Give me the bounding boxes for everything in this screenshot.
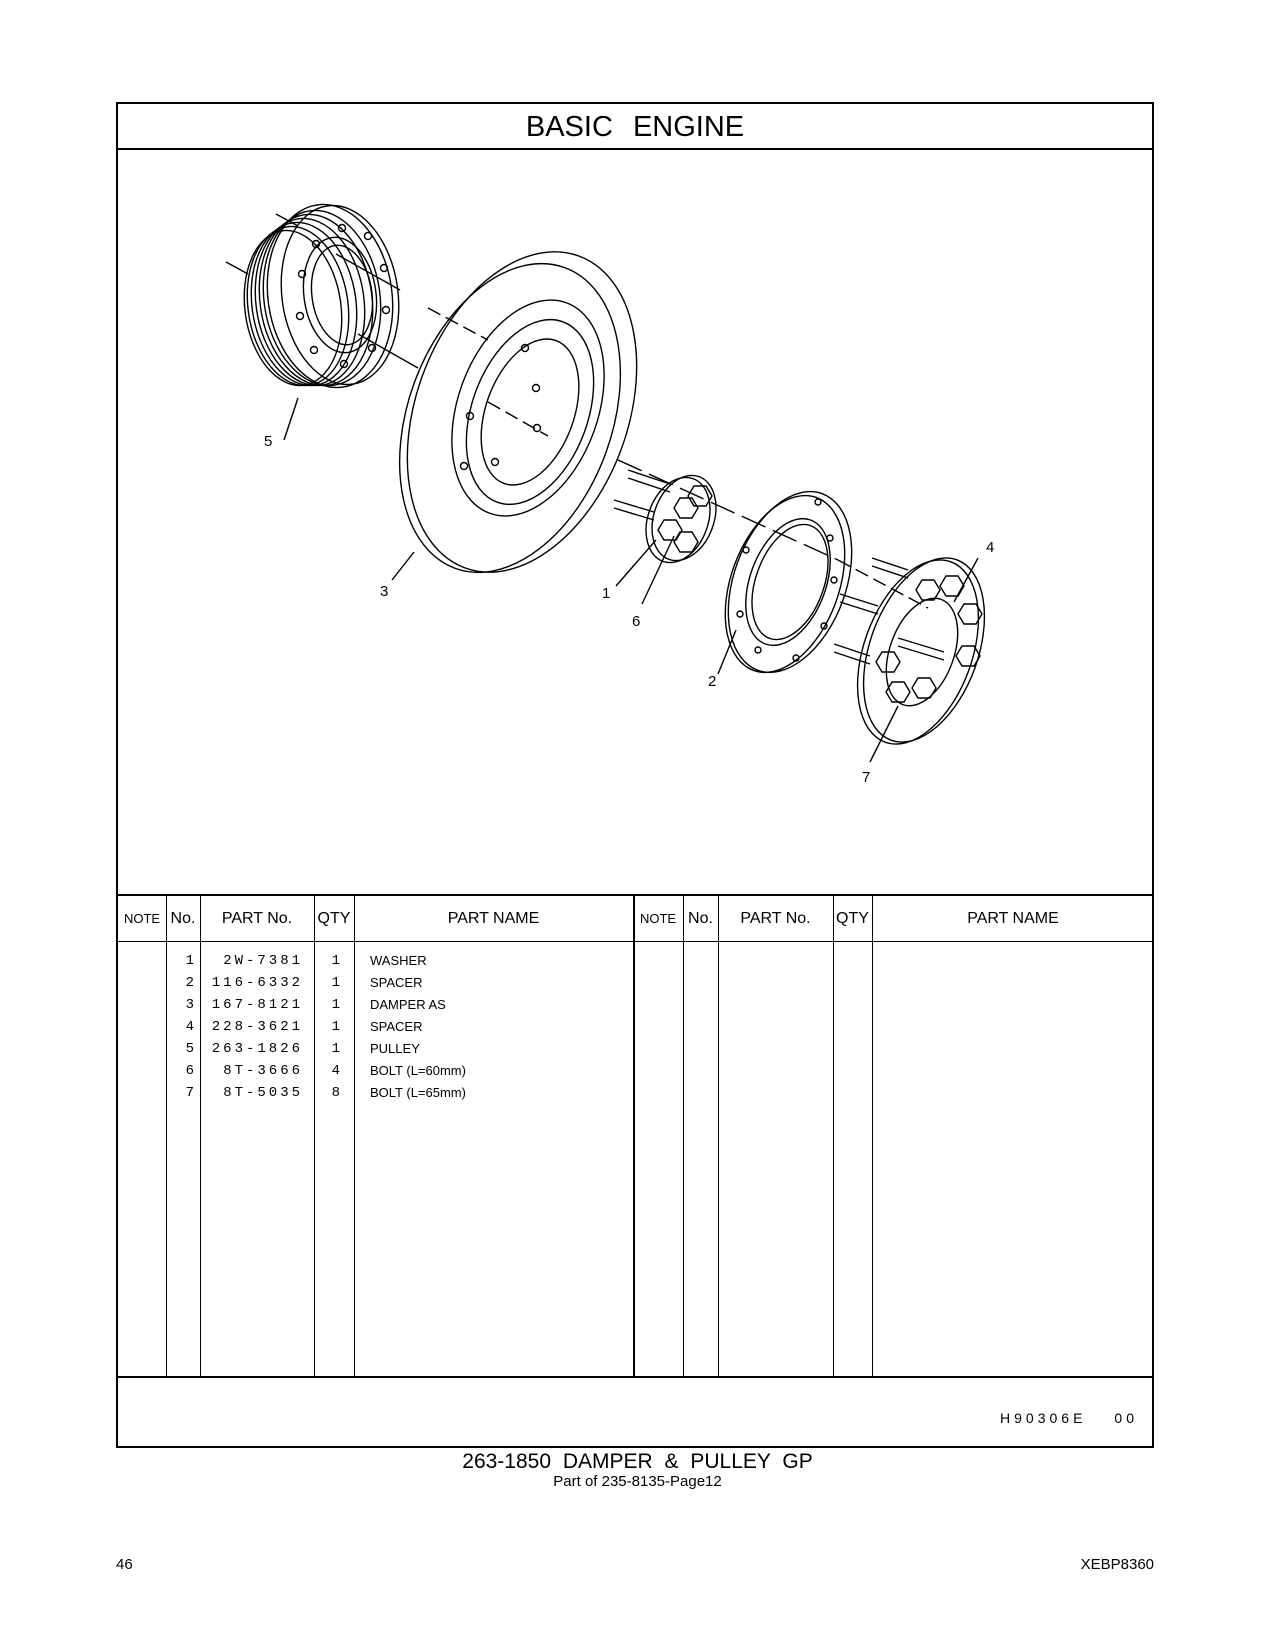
- table-row: [118, 1016, 1152, 1038]
- drawing-ref-code: H90306E: [1000, 1410, 1087, 1426]
- quantity: 1: [331, 953, 340, 969]
- part-name: WASHER: [370, 953, 427, 968]
- group-caption: [0, 1450, 1275, 1490]
- part-number: 228-3621: [211, 1019, 303, 1035]
- table-row: [118, 1060, 1152, 1082]
- header-no: No.: [170, 910, 196, 927]
- washer-part: [614, 466, 727, 571]
- header-part-no: PART No.: [740, 910, 811, 927]
- callout-3: 3: [380, 583, 389, 600]
- spacer-rear-part: [834, 541, 1008, 760]
- parts-table: [118, 894, 1152, 1378]
- part-number: 263-1826: [211, 1041, 303, 1057]
- quantity: 8: [331, 1085, 340, 1101]
- page-number: 46: [116, 1556, 133, 1573]
- drawing-reference: [1000, 1410, 1138, 1426]
- callout-2: 2: [708, 673, 717, 690]
- quantity: 4: [331, 1063, 340, 1079]
- quantity: 1: [331, 1019, 340, 1035]
- table-row: [118, 950, 1152, 972]
- item-no: 2: [185, 975, 194, 991]
- quantity: 1: [331, 997, 340, 1013]
- part-name: BOLT (L=60mm): [370, 1063, 466, 1078]
- table-row: [118, 994, 1152, 1016]
- item-no: 5: [185, 1041, 194, 1057]
- part-name: PULLEY: [370, 1041, 420, 1056]
- header-note: NOTE: [123, 911, 161, 926]
- part-name: DAMPER AS: [370, 997, 446, 1012]
- part-number: 8T-5035: [223, 1085, 303, 1101]
- catalog-frame: [116, 102, 1154, 1448]
- part-name: SPACER: [370, 975, 423, 990]
- callout-6: 6: [632, 613, 641, 630]
- exploded-view-svg: [118, 150, 1154, 894]
- callout-4: 4: [986, 539, 995, 556]
- table-row: [118, 1038, 1152, 1060]
- item-no: 6: [185, 1063, 194, 1079]
- quantity: 1: [331, 1041, 340, 1057]
- item-no: 1: [185, 953, 194, 969]
- part-number: 8T-3666: [223, 1063, 303, 1079]
- group-parent-reference: Part of 235-8135-Page12: [553, 1473, 722, 1490]
- header-note: NOTE: [639, 911, 677, 926]
- part-number: 116-6332: [211, 975, 303, 991]
- callout-5: 5: [264, 433, 273, 450]
- item-no: 4: [185, 1019, 194, 1035]
- damper-part: [359, 220, 678, 604]
- part-number: 2W-7381: [223, 953, 303, 969]
- table-row: [118, 972, 1152, 994]
- header-part-name: PART NAME: [447, 910, 540, 927]
- item-no: 3: [185, 997, 194, 1013]
- parts-rows: [118, 950, 1152, 1104]
- part-name: BOLT (L=65mm): [370, 1085, 466, 1100]
- part-name: SPACER: [370, 1019, 423, 1034]
- drawing-revision: 00: [1114, 1410, 1138, 1426]
- callout-7: 7: [862, 769, 871, 786]
- document-code: XEBP8360: [1080, 1556, 1154, 1573]
- part-number: 167-8121: [211, 997, 303, 1013]
- page-title: BASIC ENGINE: [118, 104, 1152, 150]
- table-row: [118, 1082, 1152, 1104]
- group-title: 263-1850 DAMPER & PULLEY GP: [462, 1450, 813, 1473]
- header-part-name: PART NAME: [967, 910, 1059, 927]
- quantity: 1: [331, 975, 340, 991]
- header-no: No.: [688, 910, 713, 927]
- header-divider: [118, 941, 1152, 942]
- item-no: 7: [185, 1085, 194, 1101]
- exploded-view-drawing: [118, 150, 1152, 894]
- callout-1: 1: [602, 585, 611, 602]
- header-qty: QTY: [317, 910, 351, 927]
- header-part-no: PART No.: [221, 910, 293, 927]
- pulley-part: [235, 196, 410, 395]
- header-qty: QTY: [836, 910, 869, 927]
